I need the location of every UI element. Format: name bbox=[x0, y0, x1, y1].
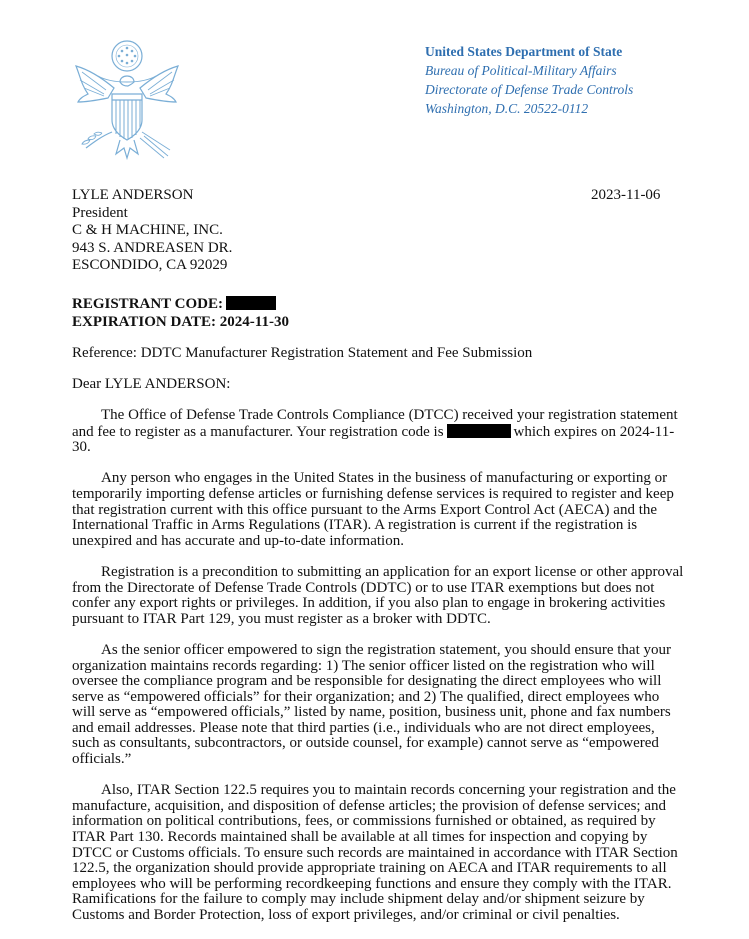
paragraph-1-start: The Office of Defense Trade Controls Compliance (DTCC) received your registration statement and fee to register as a manufacturer. Your registration code is bbox=[72, 407, 678, 440]
recipient-street: 943 S. ANDREASEN DR. bbox=[72, 239, 233, 256]
registrant-code-line bbox=[72, 296, 289, 314]
registrant-code-label: REGISTRANT CODE: bbox=[72, 296, 224, 312]
letter-body bbox=[72, 408, 684, 939]
registration-block bbox=[72, 296, 289, 331]
letter-date: 2023-11-06 bbox=[591, 187, 661, 203]
letterhead-address: Washington, D.C. 20522-0112 bbox=[425, 101, 589, 116]
paragraph-1-end: which expires on 2024-11-30. bbox=[72, 423, 675, 456]
redaction-box bbox=[226, 296, 276, 310]
paragraph-4: As the senior officer empowered to sign the registration statement, you should ensure that your organization maintains records regarding: 1) The senior officer listed on the registration who will oversee the compliance program and be responsible for designating the direct employees who will serve as “empowered officials” for their organization; and 2) The qualified, direct employees who will serve as “empowered officials,” listed by name, position, business unit, phone and fax numbers and email addresses. Please note that third parties (i.e., individuals who are not direct employees, such as consultants, subcontractors, or outside counsel, for example) cannot serve as “empowered officials.” bbox=[72, 641, 671, 768]
expiration-date-value: 2024-11-30 bbox=[219, 313, 289, 330]
reference-line: Reference: DDTC Manufacturer Registration Statement and Fee Submission bbox=[72, 345, 533, 361]
great-seal-eagle-icon bbox=[68, 36, 186, 162]
letterhead-organization: United States Department of State bbox=[425, 44, 623, 59]
expiration-date-line bbox=[72, 314, 289, 332]
letterhead-directorate: Directorate of Defense Trade Controls bbox=[425, 82, 634, 97]
salutation: Dear LYLE ANDERSON: bbox=[72, 376, 231, 392]
recipient-title: President bbox=[72, 204, 128, 221]
letterhead bbox=[425, 42, 633, 118]
paragraph-2: Any person who engages in the United States in the business of manufacturing or exporting or temporarily importing defense articles or furnishing defense services is required to register and keep that registration current with this office pursuant to the Arms Export Control Act (AECA) and the International Traffic in Arms Regulations (ITAR). A registration is current if the registration is unexpired and has accurate and up-to-date information. bbox=[72, 470, 674, 549]
paragraph-3: Registration is a precondition to submitting an application for an export license or other approval from the Directorate of Defense Trade Controls (DDTC) or to use ITAR exemptions but does not confer any export rights or privileges. In addition, if you also plan to engage in brokering activities pursuant to ITAR Part 129, you must register as a broker with DDTC. bbox=[72, 563, 684, 627]
paragraph-5: Also, ITAR Section 122.5 requires you to maintain records concerning your registration and the manufacture, acquisition, and disposition of defense articles; the provision of defense services; and information on political contributions, fees, or commissions furnished or obtained, as required by ITAR Part 130. Records maintained shall be available at all times for inspection and copying by DTCC or Customs officials. To ensure such records are maintained in accordance with ITAR Section 122.5, the organization should provide appropriate training on AECA and ITAR requirements to all employees who will be performing recordkeeping functions and ensure they comply with the ITAR. Ramifications for the failure to comply may include shipment delay and/or shipment seizure by Customs and Border Protection, loss of export privileges, and/or criminal or civil penalties. bbox=[72, 782, 678, 923]
recipient-company: C & H MACHINE, INC. bbox=[72, 222, 223, 238]
recipient-city: ESCONDIDO, CA 92029 bbox=[72, 257, 228, 273]
recipient-name: LYLE ANDERSON bbox=[72, 187, 194, 203]
recipient-address bbox=[72, 187, 232, 275]
redaction-box bbox=[447, 424, 511, 438]
letterhead-bureau: Bureau of Political-Military Affairs bbox=[425, 63, 617, 78]
paragraph-1 bbox=[72, 408, 684, 456]
expiration-date-label: EXPIRATION DATE: bbox=[72, 313, 217, 330]
